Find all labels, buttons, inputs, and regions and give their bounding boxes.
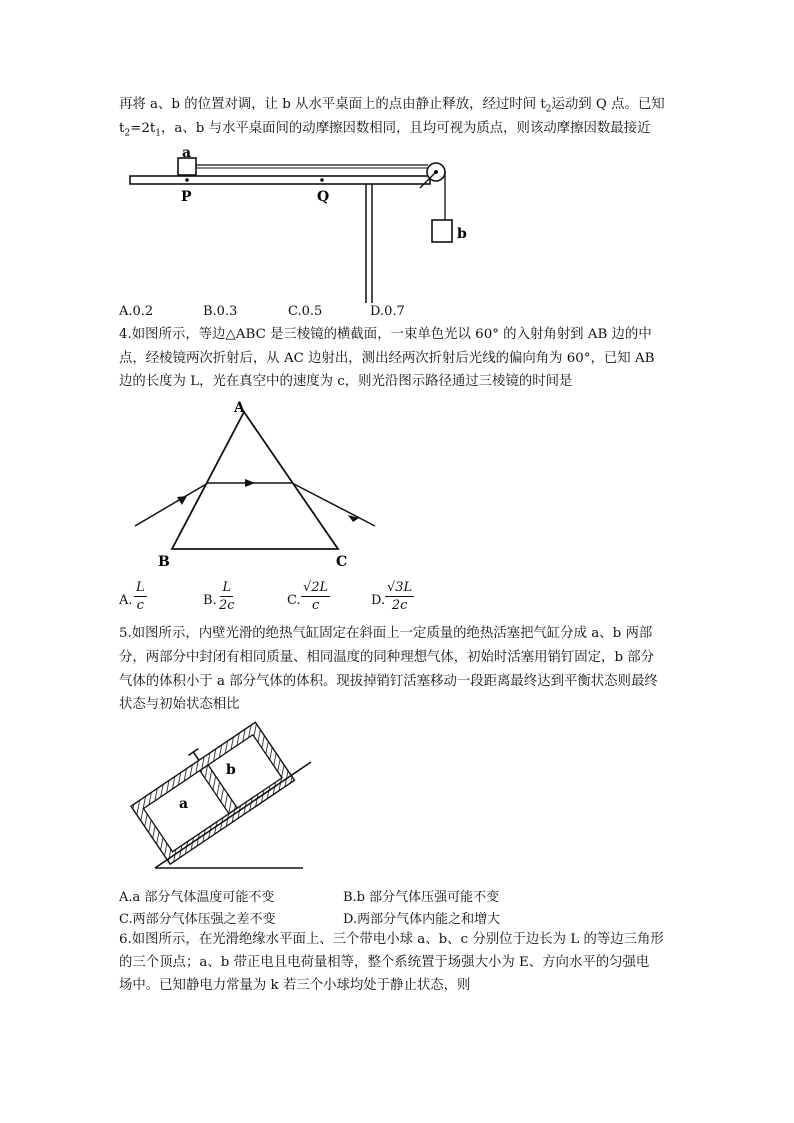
- label-a: a: [182, 148, 192, 161]
- label-gas-b: b: [226, 762, 236, 778]
- q3-table-pulley-figure: [120, 148, 480, 308]
- q4-text-line-1: 4.如图所示，等边△ABC 是三棱镜的横截面，一束单色光以 60° 的入射角射到 AB 边的中: [119, 327, 652, 342]
- q6-text-line-2: 的三个顶点；a、b 带正电且电荷量相等，整个系统置于场强大小为 E、方向水平的匀强电: [119, 955, 650, 970]
- q3-text-line-2: [119, 119, 650, 144]
- q4-prism-figure: [125, 398, 385, 573]
- label-vertex-c: C: [336, 554, 348, 570]
- q4-text-line-3: 边的长度为 L，光在真空中的速度为 c，则光沿图示路径通过三棱镜的时间是: [119, 374, 573, 389]
- table-top: [130, 176, 430, 184]
- label-vertex-a: A: [234, 400, 245, 416]
- incident-ray: [135, 483, 208, 526]
- q3-line2-sub1: 2: [124, 128, 131, 139]
- q4-option-c-num: √2L: [303, 580, 329, 595]
- q5-text-line-4: 状态与初始状态相比: [119, 697, 240, 712]
- label-b: b: [457, 226, 467, 242]
- q4-option-d-fraction: [385, 579, 414, 614]
- q4-option-b-num: L: [222, 580, 232, 595]
- q3-option-a: A.0.2: [119, 304, 154, 319]
- q3-line1-sub: 2: [545, 104, 552, 115]
- label-vertex-b: B: [158, 554, 170, 570]
- q3-line1-end: 运动到 Q 点。已知: [551, 97, 665, 112]
- q3-line2-sub2: 1: [155, 128, 161, 139]
- q4-option-d-letter: D.: [371, 593, 386, 608]
- q5-text-line-2: 分，两部分中封闭有相同质量、相同温度的同种理想气体，初始时活塞用销钉固定，b 部分: [119, 650, 655, 665]
- block-b: [432, 220, 452, 242]
- q4-option-d-den: 2c: [391, 598, 408, 613]
- q3-option-c: C.0.5: [288, 304, 323, 319]
- q5-option-c: C.两部分气体压强之差不变: [119, 912, 276, 927]
- prism-triangle: [172, 412, 338, 549]
- q5-option-b: B.b 部分气体压强可能不变: [343, 890, 500, 905]
- q5-option-d: D.两部分气体内能之和增大: [343, 912, 501, 927]
- q3-line2-c: ，a、b 与水平桌面间的动摩擦因数相同，且均可视为质点，则该动摩擦因数最接近: [160, 121, 651, 136]
- q4-option-c-letter: C.: [287, 593, 301, 608]
- cylinder-group: [125, 714, 294, 864]
- q3-option-b: B.0.3: [203, 304, 238, 319]
- q4-option-d-num: √3L: [387, 580, 413, 595]
- emergent-ray: [292, 483, 375, 526]
- point-q: [320, 178, 324, 182]
- q3-option-d: D.0.7: [370, 304, 405, 319]
- q4-option-a-den: c: [136, 598, 144, 613]
- q4-option-b-fraction: [217, 579, 237, 614]
- q4-option-b-den: 2c: [219, 598, 235, 613]
- pin: [193, 752, 199, 760]
- internal-arrow: [245, 479, 255, 487]
- q3-line1-main: 再将 a、b 的位置对调，让 b 从水平桌面上的点由静止释放，经过时间 t: [119, 97, 546, 112]
- q3-text-line-1: [119, 95, 665, 120]
- q6-text-line-1: 6.如图所示，在光滑绝缘水平面上、三个带电小球 a、b、c 分别位于边长为 L 的等边三角形: [119, 932, 664, 947]
- q4-option-a-num: L: [136, 580, 145, 595]
- q4-option-c-den: c: [311, 598, 320, 613]
- q5-cylinder-figure: [125, 710, 325, 875]
- point-p: [185, 178, 189, 182]
- pin-head: [188, 749, 198, 756]
- q5-text-line-1: 5.如图所示，内壁光滑的绝热气缸固定在斜面上一定质量的绝热活塞把气缸分成 a、b 两部: [119, 626, 653, 641]
- q4-option-a-letter: A.: [119, 593, 133, 608]
- q6-text-line-3: 场中。已知静电力常量为 k 若三个小球均处于静止状态，则: [119, 978, 471, 993]
- q5-text-line-3: 气体的体积小于 a 部分气体的体积。现拔掉销钉活塞移动一段距离最终达到平衡状态则最终: [119, 674, 658, 689]
- q4-option-a-fraction: [134, 579, 147, 614]
- q5-option-a: A.a 部分气体温度可能不变: [119, 890, 275, 905]
- label-gas-a: a: [179, 796, 189, 812]
- q3-line2-b: =2t: [130, 121, 156, 136]
- q4-option-b-letter: B.: [203, 593, 217, 608]
- label-q: Q: [317, 189, 330, 205]
- q3-line2-a: t: [119, 121, 125, 136]
- label-p: P: [181, 189, 192, 205]
- q4-option-c-fraction: [301, 579, 330, 614]
- q4-text-line-2: 点，经棱镜两次折射后，从 AC 边射出，测出经两次折射后光线的偏向角为 60°，已知 AB: [119, 351, 655, 366]
